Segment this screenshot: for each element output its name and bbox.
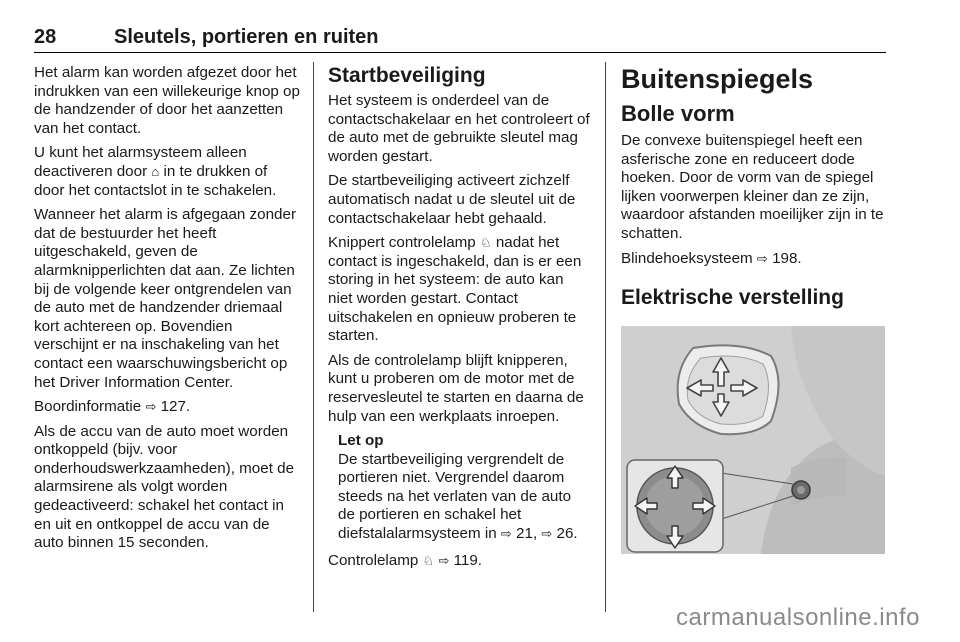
note-box [328, 432, 592, 544]
lock-button-icon: ⌂ [151, 163, 160, 179]
mirror-adjustment-illustration [621, 326, 885, 554]
watermark: carmanualsonline.info [676, 604, 920, 631]
reference-arrow-icon: ⇨ [756, 250, 768, 266]
page-reference-link[interactable]: 198. [772, 249, 802, 267]
reference-arrow-icon: ⇨ [438, 552, 450, 568]
cross-reference: Boordinformatie ⇨ 127. [34, 398, 191, 416]
section-heading: Startbeveiliging [328, 64, 486, 87]
subsection-heading: Bolle vorm [621, 101, 735, 126]
column-divider [313, 62, 314, 612]
paragraph: Knippert controlelamp ♘ nadat het contact is ingeschakeld, dan is er een storing in het systeem: de auto kan niet worden gestart. Contact uitschakelen en opnieuw proberen te starten. [328, 234, 582, 345]
paragraph: Het systeem is onderdeel van de contactschakelaar en het controleert of de auto met de gebruikte sleutel mag worden gestart. [328, 92, 590, 165]
paragraph: De convexe buitenspiegel heeft een asferische zone en reduceert dode hoeken. Door de vorm van de spiegel lijken voorwerpen kleiner dan ze zijn, waardoor afstanden moeilijker zijn in te schatten. [621, 132, 884, 242]
paragraph: De startbeveiliging activeert zichzelf automatisch nadat u de sleutel uit de contactschakelaar hebt gehaald. [328, 172, 576, 227]
paragraph: Wanneer het alarm is afgegaan zonder dat de bestuurder het heeft uitgeschakeld, geven de alarmknipperlichten dat aan. Ze lichten bij de volgende keer ontgrendelen van de auto met de handzender driemaal kort achtereen op. Bovendien verschijnt er na inschakeling van het contact een waarschuwingsbericht op het Driver Information Center. [34, 206, 296, 391]
paragraph: U kunt het alarmsysteem alleen deactiveren door ⌂ in te drukken of door het contactslot in te schakelen. [34, 144, 277, 199]
page-header [34, 22, 886, 53]
section-heading: Buitenspiegels [621, 64, 814, 94]
car-key-icon: ♘ [422, 552, 435, 568]
paragraph: Het alarm kan worden afgezet door het indrukken van een willekeurige knop op de handzender of door het aanzetten van het contact. [34, 64, 300, 137]
column-3 [621, 64, 887, 554]
note-body: De startbeveiliging vergrendelt de portieren niet. Vergrendel daarom steeds na het verlaten van de auto de portieren en schakel het diefstalalarmsysteem in ⇨ 21, ⇨ 26. [338, 450, 578, 543]
chapter-title: Sleutels, portieren en ruiten [114, 26, 379, 48]
cross-reference: Blindehoeksysteem ⇨ 198. [621, 249, 802, 267]
subsection-heading: Elektrische verstelling [621, 286, 844, 310]
page-reference-link[interactable]: 127. [160, 398, 191, 416]
column-1 [34, 64, 300, 559]
page-number: 28 [34, 26, 57, 48]
note-title: Let op [338, 432, 384, 450]
page-reference-link[interactable]: 119. [453, 551, 483, 569]
page-reference-link[interactable]: 26. [556, 525, 578, 543]
reference-arrow-icon: ⇨ [541, 526, 553, 542]
cross-reference: Controlelamp ♘ ⇨ 119. [328, 551, 483, 569]
paragraph: Als de accu van de auto moet worden ontkoppeld (bijv. voor onderhoudswerkzaamheden), moet de alarmsirene als volgt worden gedeactiveerd: schakel het contact in en uit en ontkoppel de accu van de auto binnen 15 seconden. [34, 422, 295, 552]
reference-arrow-icon: ⇨ [500, 526, 512, 542]
car-key-icon: ♘ [479, 235, 492, 251]
page-reference-link[interactable]: 21, [516, 525, 542, 543]
reference-arrow-icon: ⇨ [145, 399, 157, 415]
paragraph: Als de controlelamp blijft knipperen, kunt u proberen om de motor met de reservesleutel te starten en daarna de hulp van een werkplaats inroepen. [328, 351, 584, 425]
column-2 [328, 64, 592, 576]
column-divider [605, 62, 606, 612]
